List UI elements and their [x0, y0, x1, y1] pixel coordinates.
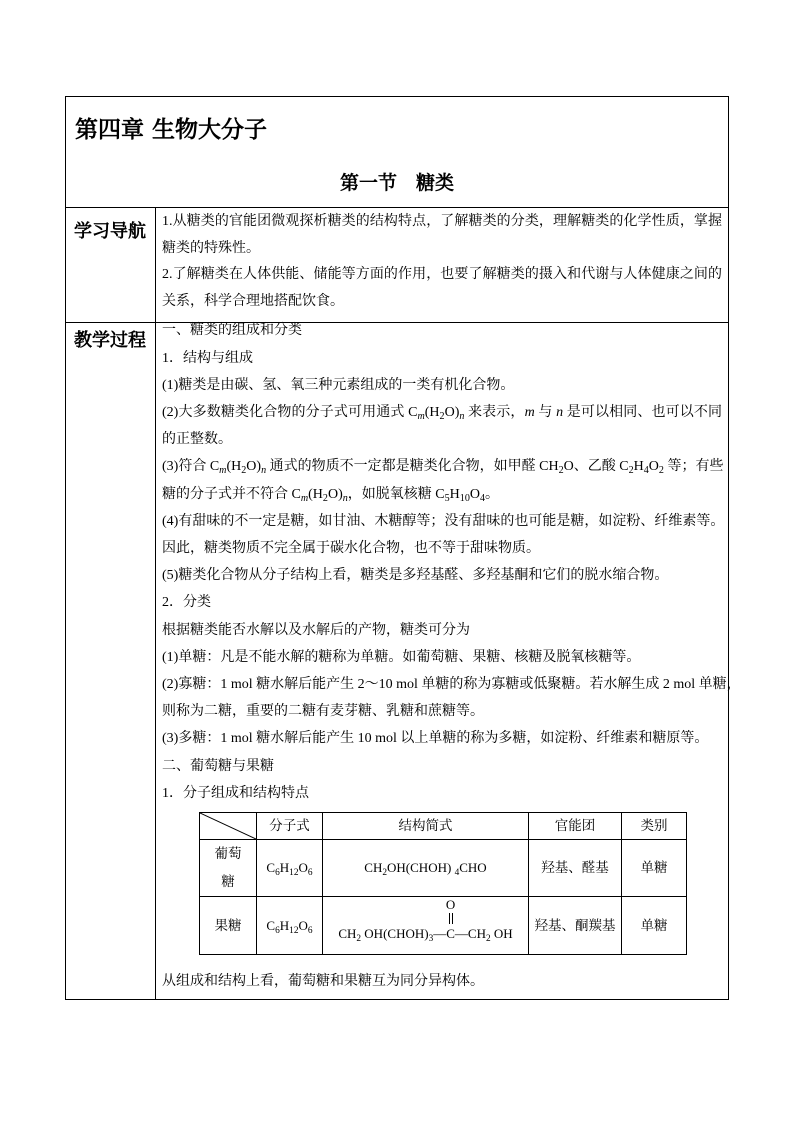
text-line: (2)寡糖：1 mol 糖水解后能产生 2～10 mol 单糖的称为寡糖或低聚糖。若水解生成 2 mol 单糖，: [162, 677, 741, 693]
text-line: 2．分类: [162, 595, 211, 611]
paragraph: [162, 399, 722, 453]
subscript: 10: [459, 492, 470, 504]
subscript: 2: [485, 933, 491, 944]
subscript: m: [219, 465, 227, 477]
sugar-name: 果糖: [214, 917, 242, 933]
subscript: 4: [643, 465, 649, 477]
functional-group-cell: 羟基、醛基: [529, 840, 622, 897]
text-line: 2.了解糖类在人体供能、储能等方面的作用，也要了解糖类的摄入和代谢与人体健康之间的: [162, 267, 722, 283]
subscript: 2: [439, 411, 445, 423]
subscript: 6: [275, 925, 280, 936]
glucose-fructose-table: [199, 812, 687, 955]
paragraph: [162, 262, 722, 315]
subscript: m: [417, 411, 425, 423]
paragraph: [162, 589, 722, 616]
closing-sentence: 从组成和结构上看，葡萄糖和果糖互为同分异构体。: [162, 974, 484, 990]
paragraph: [162, 209, 722, 262]
section-title: 第一节 糖类: [339, 172, 454, 194]
paragraph: [162, 453, 722, 507]
category-cell: 单糖: [622, 897, 687, 955]
paragraph: [162, 562, 722, 589]
text-line: (1)糖类是由碳、氢、氧三种元素组成的一类有机化合物。: [162, 377, 515, 393]
functional-group-cell: 羟基、酮羰基: [529, 897, 622, 955]
molecular-formula-cell: [257, 840, 323, 897]
subscript: 2: [558, 465, 564, 477]
paragraph: [162, 617, 722, 644]
column-divider: [155, 207, 156, 999]
double-bond: [449, 913, 453, 924]
structural-formula: $CH_2OH(CHOH)$ $_4$CHO: [364, 860, 487, 878]
text-line: (1)单糖：凡是不能水解的糖称为单糖。如葡萄糖、果糖、核糖及脱氧核糖等。: [162, 649, 641, 665]
text-line: 糖类的特殊性。: [162, 240, 260, 256]
subscript: n: [261, 465, 267, 477]
structural-formula-cell: [323, 897, 529, 955]
text-line: 二、葡萄糖与果糖: [162, 758, 274, 774]
paragraph: [162, 644, 722, 671]
carbonyl-carbon: C O: [445, 897, 456, 941]
molecular-formula: $C_6H_{12}O_6$: [266, 917, 313, 936]
table-header-cell: 结构简式: [323, 813, 529, 840]
table-header-cell: 官能团: [529, 813, 622, 840]
subscript: 3: [428, 933, 434, 944]
chapter-title: 第四章 生物大分子: [75, 117, 268, 143]
sugar-name-cell: [200, 897, 257, 955]
diagonal-line: [200, 813, 256, 839]
subscript: 6: [307, 867, 313, 878]
sugar-name: 葡萄糖: [214, 846, 242, 889]
text-line: 糖的分子式并不符合 $C_m(H_2O)_n$，如脱氧核糖 $C_5H_{10}O_4$。: [162, 486, 500, 504]
paragraph: [162, 725, 722, 752]
subscript: n: [459, 411, 465, 423]
italic-variable: m: [524, 405, 535, 420]
subscript: m: [300, 492, 309, 504]
paragraph: [162, 317, 722, 344]
table-row: [200, 840, 687, 897]
subscript: 2: [658, 465, 664, 477]
paragraph: [162, 372, 722, 399]
text-line: (3)多糖：1 mol 糖水解后能产生 10 mol 以上单糖的称为多糖，如淀粉、纤维素和糖原等。: [162, 731, 709, 747]
process-content: [162, 317, 741, 807]
subscript: 2: [322, 492, 328, 504]
subscript: 5: [444, 492, 450, 504]
paragraph: [162, 753, 722, 780]
paragraph: [162, 671, 741, 725]
guide-content: [162, 209, 722, 316]
molecular-formula-cell: [257, 897, 323, 955]
subscript: 12: [289, 867, 299, 878]
structural-formula: $CH_2$ $OH(CHOH)_3—C$ O $—CH_2$ OH: [338, 897, 513, 944]
text-line: 一、糖类的组成和分类: [162, 323, 302, 339]
table-row: [200, 897, 687, 955]
subscript: 2: [356, 933, 362, 944]
paragraph: [162, 780, 722, 807]
text-line: 的正整数。: [162, 432, 232, 448]
italic-variable: n: [556, 405, 564, 420]
sugar-name-cell: [200, 840, 257, 897]
subscript: 12: [289, 925, 299, 936]
subscript: n: [342, 492, 348, 504]
text-line: 根据糖类能否水解以及水解后的产物，糖类可分为: [162, 622, 470, 638]
row-divider: [66, 207, 728, 208]
subscript: 2: [628, 465, 634, 477]
text-line: 因此，糖类物质不完全属于碳水化合物，也不等于甜味物质。: [162, 541, 540, 557]
process-label: 教学过程: [74, 330, 146, 351]
table-header-cell: 类别: [622, 813, 687, 840]
paragraph: [162, 508, 725, 562]
text-line: 则称为二糖，重要的二糖有麦芽糖、乳糖和蔗糖等。: [162, 704, 484, 720]
table-header-row: [200, 813, 687, 840]
subscript: 6: [275, 867, 280, 878]
subscript: 4: [480, 492, 486, 504]
category-cell: 单糖: [622, 840, 687, 897]
text-line: (2)大多数糖类化合物的分子式可用通式 $C_m(H_2O)_n$ 来表示，m 与 n 是可以相同、也可以不同: [162, 405, 723, 423]
molecular-formula: $C_6H_{12}O_6$: [266, 860, 313, 878]
diagonal-header-cell: [200, 813, 257, 840]
text-line: 关系，科学合理地搭配饮食。: [162, 294, 344, 310]
text-line: (5)糖类化合物从分子结构上看，糖类是多羟基醛、多羟基酮和它们的脱水缩合物。: [162, 568, 669, 584]
subscript: 2: [241, 465, 247, 477]
subscript: 2: [382, 867, 388, 878]
text-line: (4)有甜味的不一定是糖，如甘油、木糖醇等；没有甜味的也可能是糖，如淀粉、纤维素等。: [162, 513, 725, 529]
table-header-cell: 分子式: [257, 813, 323, 840]
paragraph: [162, 345, 722, 372]
subscript: 6: [307, 925, 313, 936]
subscript: 4: [454, 867, 460, 878]
structural-formula-cell: [323, 840, 529, 897]
text-line: 1．分子组成和结构特点: [162, 785, 309, 801]
guide-label: 学习导航: [74, 221, 146, 242]
text-line: 1．结构与组成: [162, 350, 253, 366]
carbonyl-oxygen: O: [445, 897, 456, 912]
text-line: 1.从糖类的官能团微观探析糖类的结构特点，了解糖类的分类，理解糖类的化学性质，掌握: [162, 214, 722, 229]
text-line: (3)符合 $C_m(H_2O)_n$ 通式的物质不一定都是糖类化合物，如甲醛 $CH_2O$、乙酸 $C_2H_4O_2$ 等；有些: [162, 459, 724, 477]
